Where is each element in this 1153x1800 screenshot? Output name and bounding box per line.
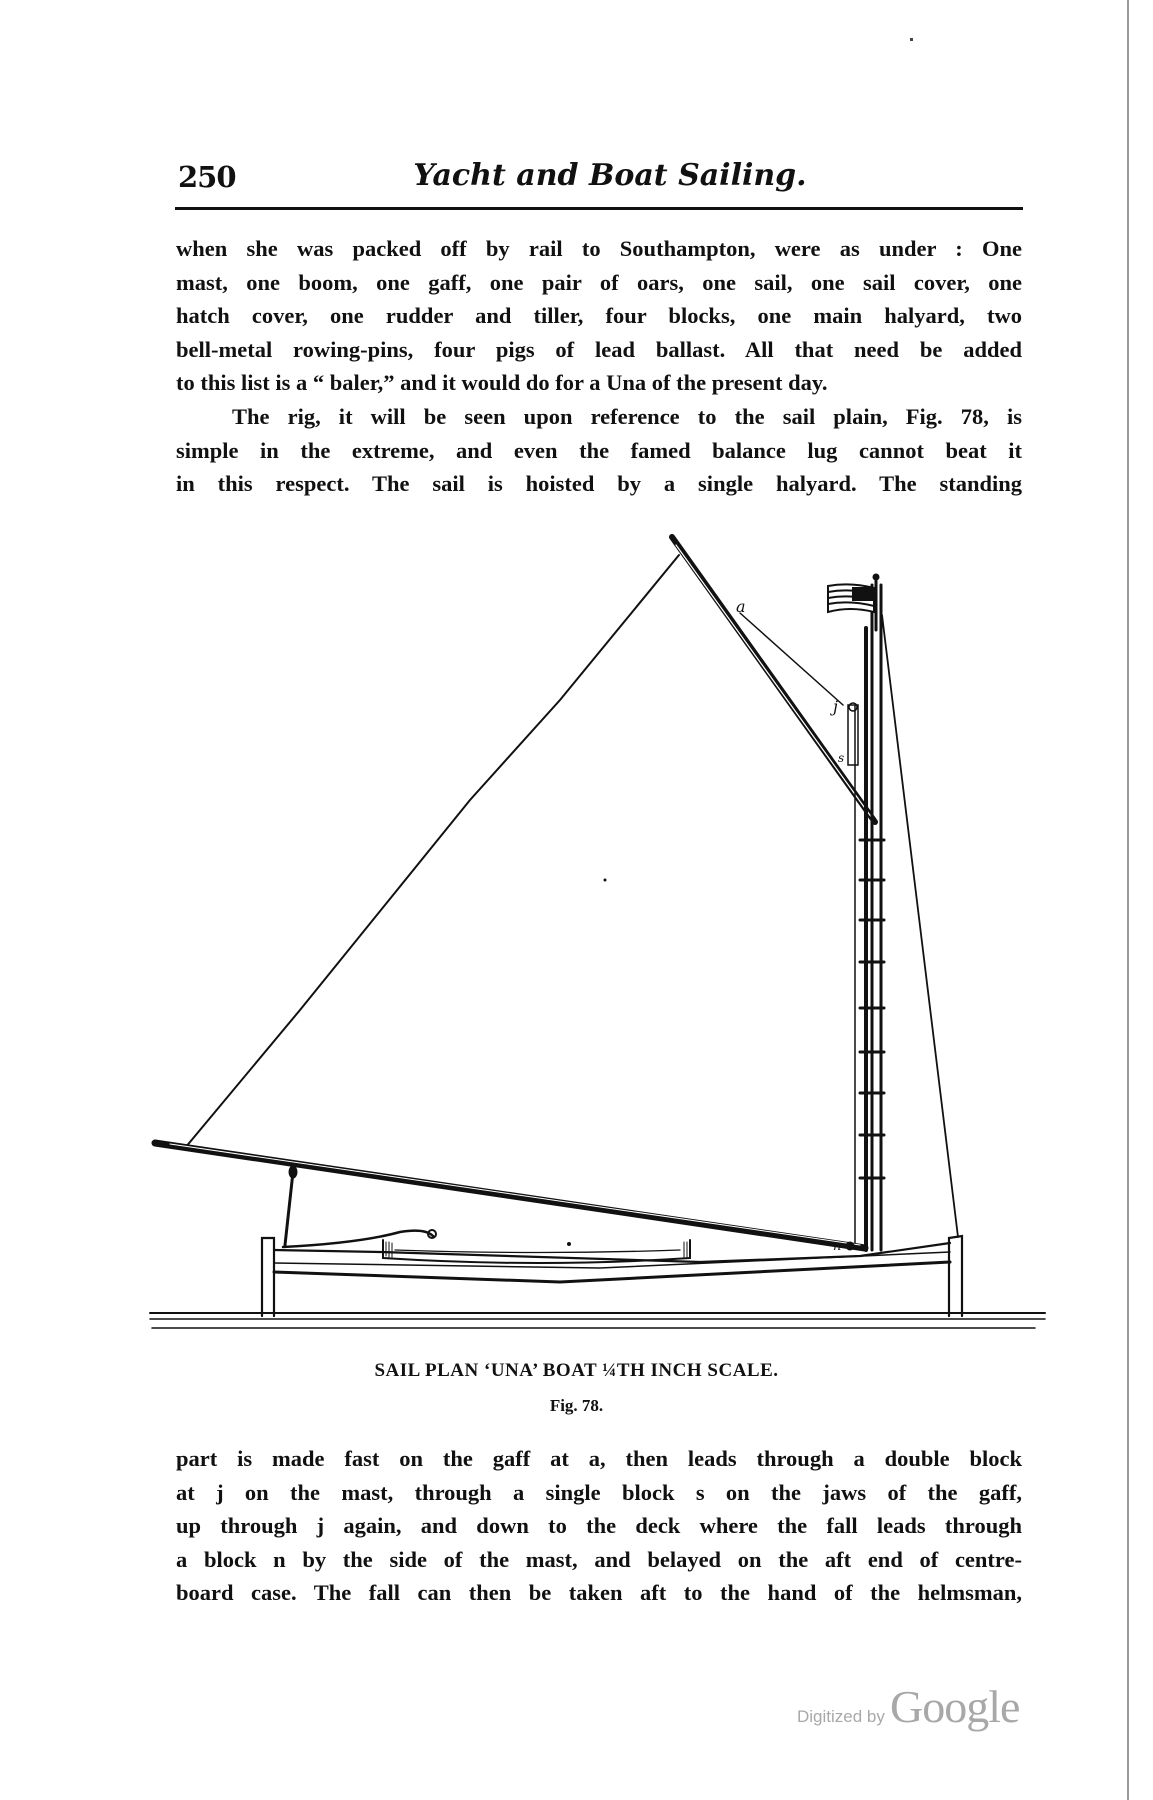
text-line: to this list is a “ baler,” and it would do for a Una of the present day.: [176, 370, 828, 396]
label-a: a: [736, 597, 746, 616]
flag-icon: [828, 584, 874, 612]
label-j: j: [833, 697, 838, 716]
scan-speck: [910, 38, 913, 41]
google-logo: Google: [889, 1681, 1020, 1732]
tiller: [283, 1231, 433, 1247]
header-rule: [175, 207, 1023, 210]
sail-leech-line: [185, 555, 679, 1148]
bow-stem: [949, 1236, 962, 1316]
boom-spar: [155, 1143, 865, 1248]
text-line: The rig, it will be seen upon reference to the sail plain, Fig. 78, is: [232, 403, 1022, 429]
text-line: mast, one boom, one gaff, one pair of oars, one sail, one sail cover, one: [176, 269, 1022, 295]
figure-caption: SAIL PLAN ‘UNA’ BOAT ¼TH INCH SCALE.: [374, 1360, 779, 1381]
rudder-post: [262, 1238, 274, 1316]
digitized-watermark: [797, 1680, 1019, 1733]
text-line: in this respect. The sail is hoisted by a single halyard. The standing: [176, 471, 1022, 497]
text-line: simple in the extreme, and even the famed balance lug cannot beat it: [176, 437, 1022, 463]
sail-plan-figure: [0, 520, 1153, 1330]
watermark-prefix: Digitized by: [797, 1707, 885, 1726]
text-line: hatch cover, one rudder and tiller, four blocks, one main halyard, two: [176, 303, 1022, 329]
bottom-paragraph: [176, 1442, 1022, 1610]
text-line: part is made fast on the gaff at a, then leads through a double block: [176, 1446, 1022, 1471]
text-line: bell-metal rowing-pins, four pigs of lead ballast. All that need be added: [176, 336, 1022, 362]
text-line: at j on the mast, through a single block s on the jaws of the gaff,: [176, 1479, 1022, 1505]
waterline: [150, 1313, 1045, 1328]
label-s: s: [838, 751, 845, 765]
text-line: when she was packed off by rail to Southampton, were as under : One: [176, 236, 1022, 261]
figure-number: Fig. 78.: [549, 1396, 604, 1415]
text-line: up through j again, and down to the deck where the fall leads through: [176, 1513, 1022, 1539]
mainsheet: [285, 1172, 293, 1245]
top-paragraphs: [176, 232, 1022, 501]
page-number: 250: [178, 160, 236, 194]
forestay: [882, 615, 958, 1237]
running-title: Yacht and Boat Sailing.: [413, 158, 807, 193]
label-n: n: [833, 1239, 842, 1254]
text-line: board case. The fall can then be taken aft to the hand of the helmsman,: [176, 1580, 1022, 1606]
text-line: a block n by the side of the mast, and belayed on the aft end of centre-: [176, 1546, 1022, 1572]
